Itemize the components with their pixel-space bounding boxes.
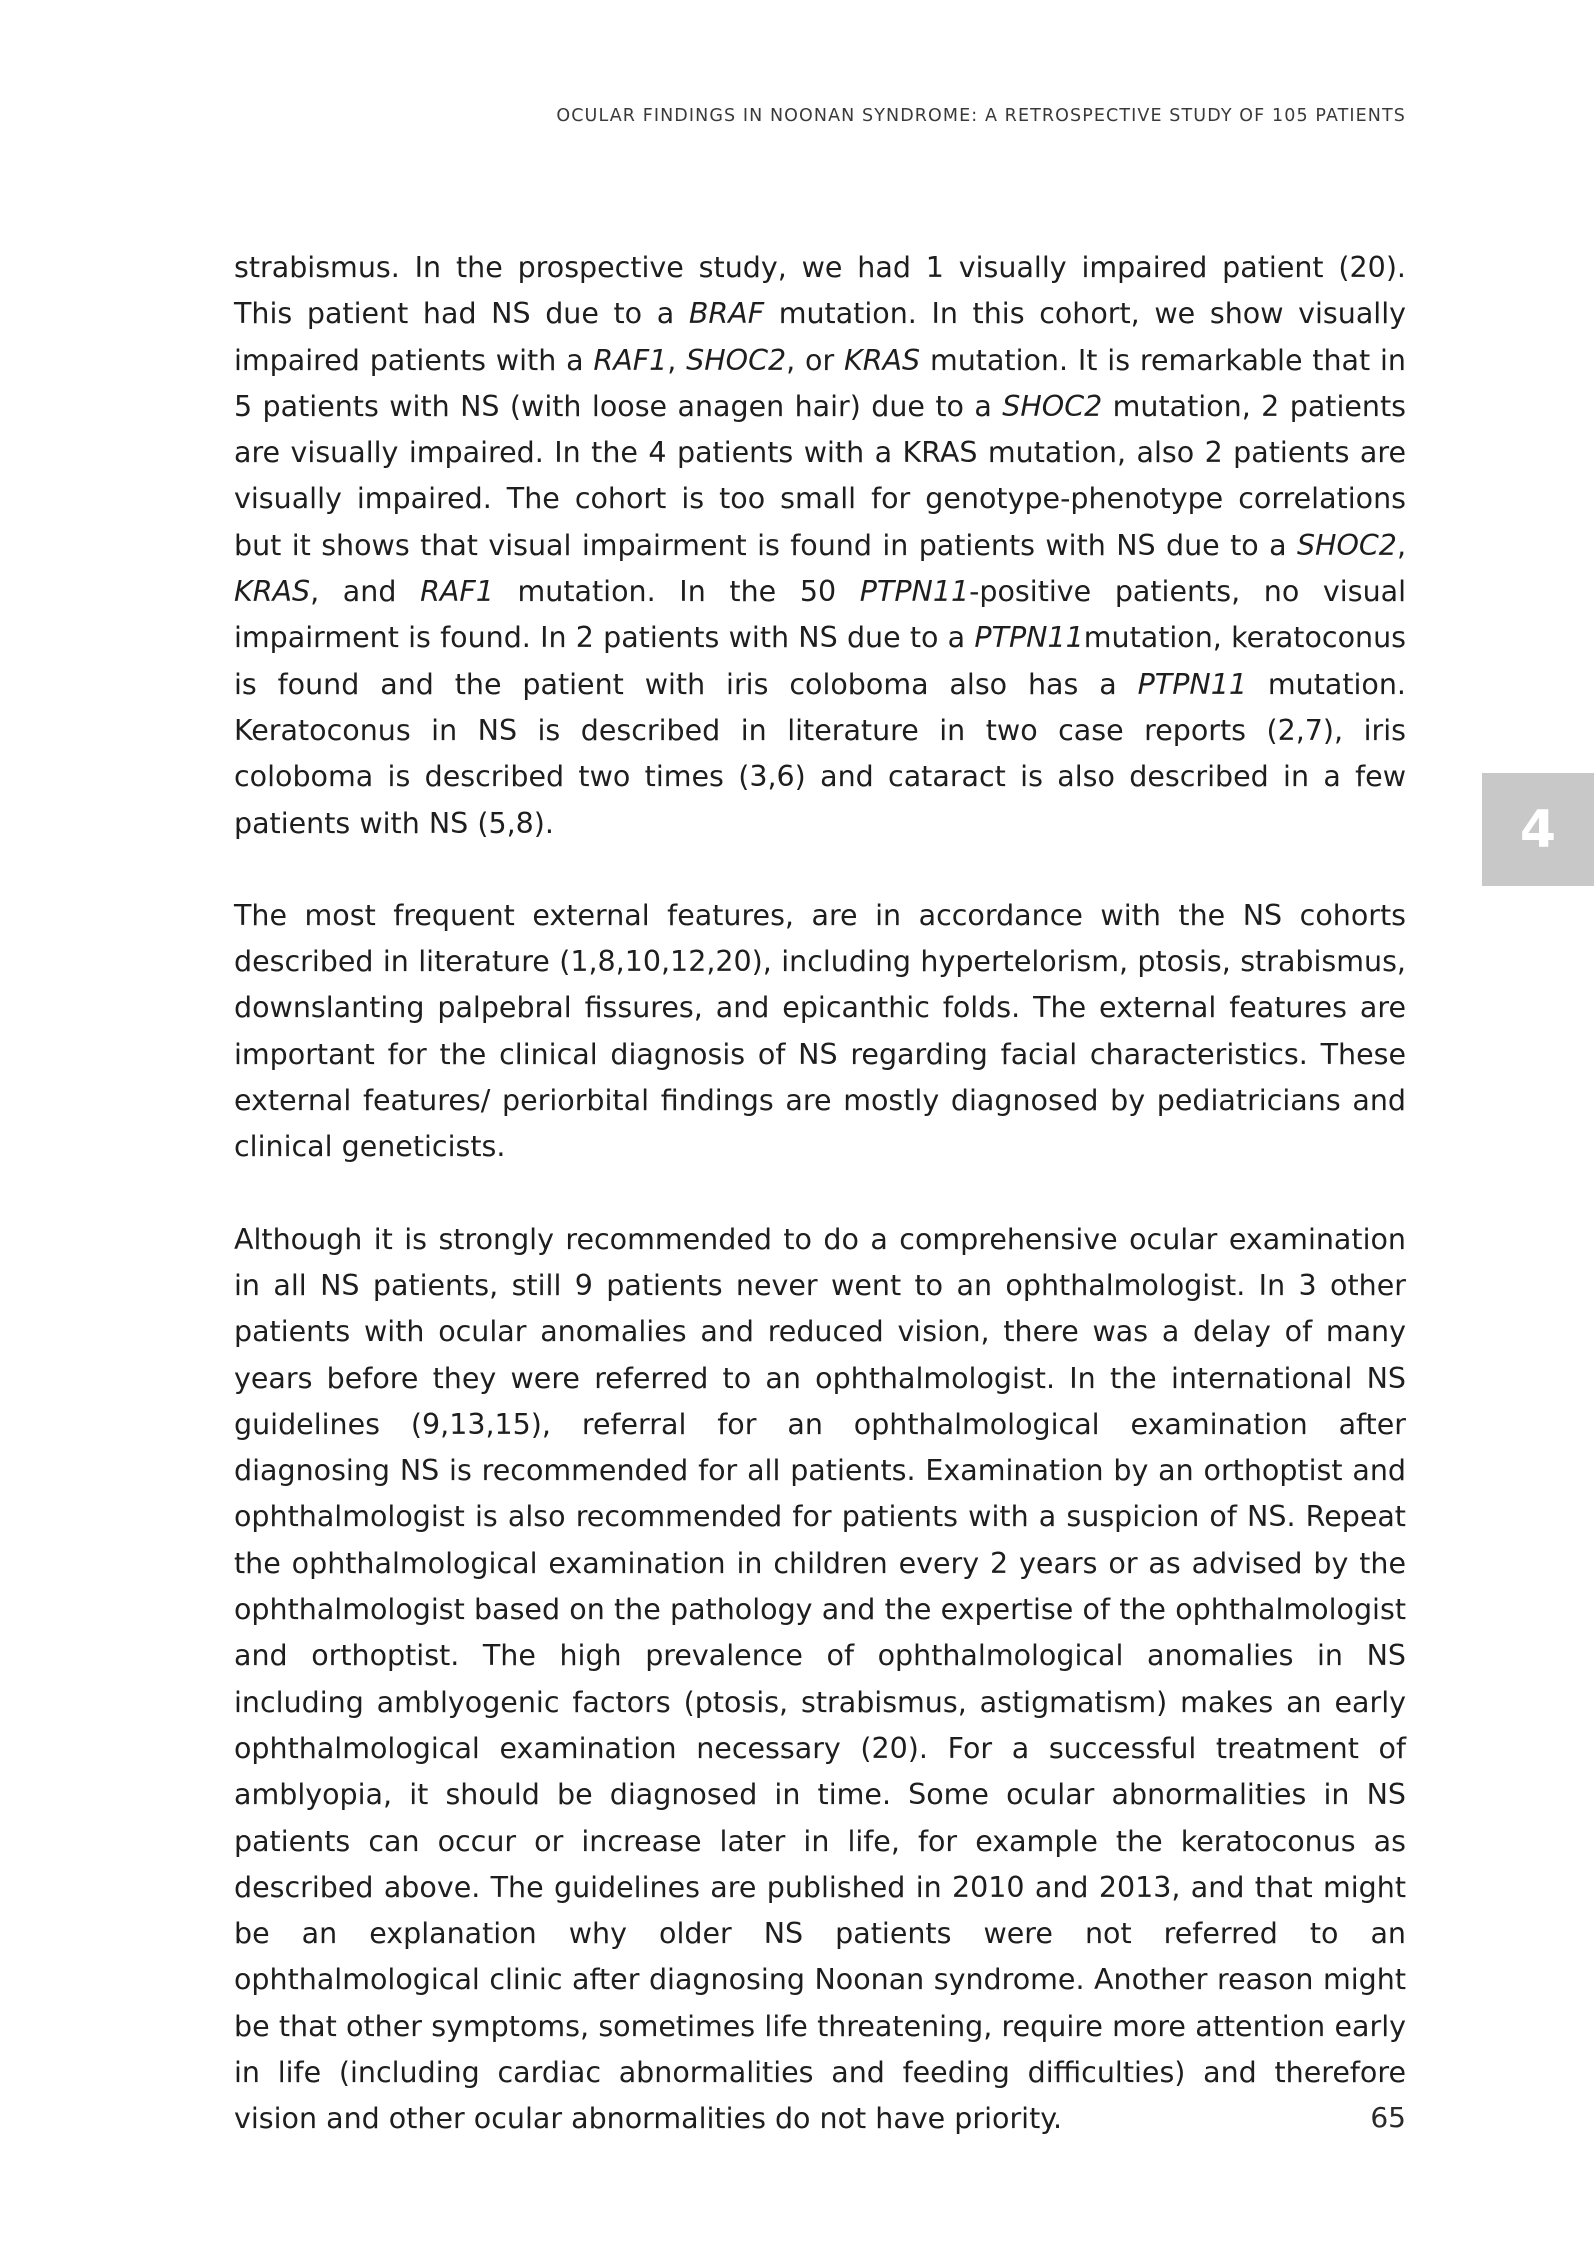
gene-name: RAF1 [593, 343, 668, 377]
text-run: mutation. In this cohort, we show visually impaired patients with a [234, 297, 1406, 377]
paragraph-3 [234, 1217, 1406, 2143]
text-run: , or [786, 343, 845, 377]
running-header: OCULAR FINDINGS IN NOONAN SYNDROME: A RETROSPECTIVE STUDY OF 105 PATIENTS [556, 106, 1406, 126]
gene-name: PTPN11 [974, 621, 1084, 655]
chapter-tab [1482, 773, 1594, 886]
gene-name: SHOC2 [686, 343, 787, 377]
text-run: mutation. Keratoconus in NS is described in literature in two case reports (2,7), iris coloboma is described two times (3,6) and cataract is also described in a few patients with NS (5,8). [234, 667, 1406, 840]
text-run: , [667, 343, 687, 377]
gene-name: SHOC2 [1296, 528, 1397, 562]
text-run: , [1396, 528, 1406, 562]
gene-name: SHOC2 [1002, 389, 1103, 423]
text-run: strabismus. In the prospective study, we had 1 visually impaired patient (20). This patient had NS due to a [234, 251, 1406, 331]
paragraph-1 [234, 245, 1406, 847]
text-run: Although it is strongly recommended to do a comprehensive ocular examination in all NS patients, still 9 patients never went to an ophthalmologist. In 3 other patients with ocular anomalies and reduced vision, there was a delay of many years before they were referred to an ophthalmologist. In the international NS guidelines (9,13,15), referral for an ophthalmological examination after diagnosing NS is recommended for all patients. Examination by an orthoptist and ophthalmologist is also recommended for patients with a suspicion of NS. Repeat the ophthalmological examination in children every 2 years or as advised by the ophthalmologist based on the pathology and the expertise of the ophthalmologist and orthoptist. The high prevalence of ophthalmological anomalies in NS including amblyogenic factors (ptosis, strabismus, astigmatism) makes an early ophthalmological examination necessary (20). For a successful treatment of amblyopia, it should be diagnosed in time. Some ocular abnormalities in NS patients can occur or increase later in life, for example the keratoconus as described above. The guidelines are published in 2010 and 2013, and that might be an explanation why older NS patients were not referred to an ophthalmological clinic after diagnosing Noonan syndrome. Another reason might be that other symptoms, sometimes life threatening, require more attention early in life (including cardiac abnormalities and feeding difficulties) and therefore vision and other ocular abnormalities do not have priority. [234, 1222, 1406, 2136]
gene-name: PTPN11 [859, 575, 970, 609]
body-text [234, 245, 1406, 2189]
gene-name: BRAF [688, 297, 765, 331]
gene-name: KRAS [844, 343, 921, 377]
text-run: , and [310, 575, 421, 609]
text-run: mutation, 2 patients are visually impaired. In the 4 patients with a KRAS mutation, also 2 patients are visually impaired. The cohort is too small for genotype-phenotype correlations but it shows that visual impairment is found in patients with NS due to a [234, 389, 1406, 562]
chapter-number: 4 [1519, 799, 1557, 860]
paragraph-2 [234, 893, 1406, 1171]
text-run: mutation. In the 50 [493, 575, 860, 609]
gene-name: KRAS [234, 575, 311, 609]
gene-name: PTPN11 [1137, 667, 1247, 701]
text-run: -positive patients, no visual impairment is found. In 2 patients with NS due to a [234, 575, 1407, 655]
gene-name: RAF1 [420, 575, 494, 609]
text-run: mutation, keratoconus is found and the patient with iris coloboma also has a [234, 621, 1406, 701]
text-run: mutation. It is remarkable that in 5 patients with NS (with loose anagen hair) due to a [234, 343, 1406, 423]
text-run: The most frequent external features, are in accordance with the NS cohorts described in literature (1,8,10,12,20), including hypertelorism, ptosis, strabismus, downslanting palpebral fissures, and epicanthic folds. The external features are important for the clinical diagnosis of NS regarding facial characteristics. These external features/ periorbital findings are mostly diagnosed by pediatricians and clinical geneticists. [234, 898, 1406, 1164]
page-number: 65 [1370, 2101, 1406, 2134]
